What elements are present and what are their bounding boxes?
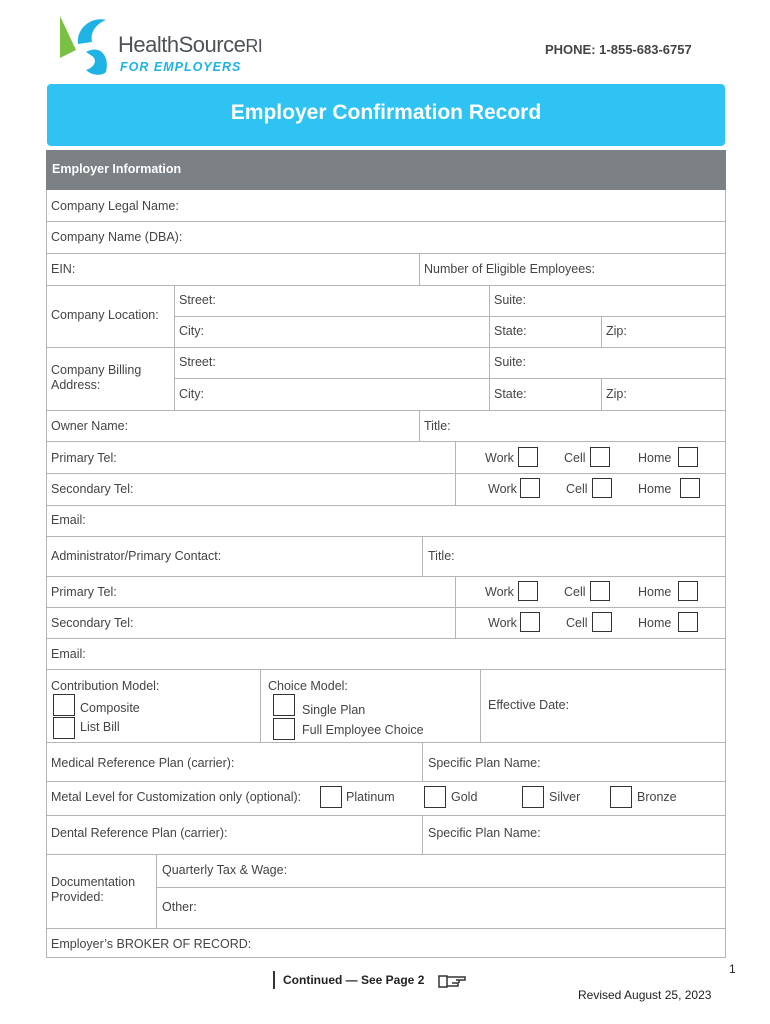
medical-ref-plan-label: Medical Reference Plan (carrier): (51, 756, 235, 770)
owner-title-label: Title: (424, 419, 451, 433)
documentation-label: Documentation Provided: (51, 875, 136, 904)
continued-divider (273, 971, 275, 989)
location-state-label: State: (494, 324, 527, 338)
owner-primary-home-label: Home (638, 451, 672, 465)
owner-primary-tel-label: Primary Tel: (51, 451, 117, 465)
choice-model-label: Choice Model: (268, 679, 348, 693)
platinum-checkbox[interactable] (320, 786, 342, 808)
title-banner (47, 84, 725, 146)
silver-label: Silver (549, 790, 581, 804)
logo-ri: RI (245, 36, 263, 56)
admin-primary-cell-label: Cell (564, 585, 586, 599)
owner-secondary-cell-label: Cell (566, 482, 588, 496)
platinum-label: Platinum (346, 790, 395, 804)
admin-secondary-home-label: Home (638, 616, 672, 630)
bronze-checkbox[interactable] (610, 786, 632, 808)
dental-ref-plan-label: Dental Reference Plan (carrier): (51, 826, 228, 840)
owner-email-label: Email: (51, 513, 86, 527)
owner-primary-cell-checkbox[interactable] (590, 447, 610, 467)
admin-primary-tel-label: Primary Tel: (51, 585, 117, 599)
admin-email-label: Email: (51, 647, 86, 661)
billing-city-label: City: (179, 387, 204, 401)
location-suite-label: Suite: (494, 293, 526, 307)
section-header (46, 150, 726, 190)
billing-suite-label: Suite: (494, 355, 526, 369)
logo-subtitle: FOR EMPLOYERS (120, 60, 242, 74)
admin-secondary-home-checkbox[interactable] (678, 612, 698, 632)
billing-state-label: State: (494, 387, 527, 401)
gold-label: Gold (451, 790, 478, 804)
phone-number: PHONE: 1-855-683-6757 (545, 42, 692, 57)
single-plan-checkbox[interactable] (273, 694, 295, 716)
owner-secondary-cell-checkbox[interactable] (592, 478, 612, 498)
contribution-model-label: Contribution Model: (51, 679, 160, 693)
admin-primary-home-label: Home (638, 585, 672, 599)
owner-primary-home-checkbox[interactable] (678, 447, 698, 467)
effective-date-label: Effective Date: (488, 698, 570, 712)
owner-primary-work-label: Work (485, 451, 514, 465)
owner-secondary-work-checkbox[interactable] (520, 478, 540, 498)
composite-label: Composite (80, 701, 140, 715)
dental-specific-plan-label: Specific Plan Name: (428, 826, 541, 840)
owner-secondary-tel-label: Secondary Tel: (51, 482, 134, 496)
list-bill-checkbox[interactable] (53, 717, 75, 739)
logo-source: Source (178, 32, 246, 57)
owner-secondary-home-label: Home (638, 482, 672, 496)
owner-secondary-home-checkbox[interactable] (680, 478, 700, 498)
location-city-label: City: (179, 324, 204, 338)
location-zip-label: Zip: (606, 324, 627, 338)
admin-primary-home-checkbox[interactable] (678, 581, 698, 601)
logo (56, 14, 296, 78)
billing-street-label: Street: (179, 355, 216, 369)
pointing-hand-icon (438, 972, 468, 990)
page-number: 1 (729, 962, 736, 976)
logo-mark-icon (56, 14, 112, 78)
admin-secondary-work-checkbox[interactable] (520, 612, 540, 632)
admin-primary-work-label: Work (485, 585, 514, 599)
composite-checkbox[interactable] (53, 694, 75, 716)
continued-text: Continued — See Page 2 (283, 973, 425, 987)
admin-secondary-cell-checkbox[interactable] (592, 612, 612, 632)
owner-secondary-work-label: Work (488, 482, 517, 496)
billing-zip-label: Zip: (606, 387, 627, 401)
admin-secondary-cell-label: Cell (566, 616, 588, 630)
owner-primary-cell-label: Cell (564, 451, 586, 465)
owner-primary-work-checkbox[interactable] (518, 447, 538, 467)
gold-checkbox[interactable] (424, 786, 446, 808)
admin-primary-cell-checkbox[interactable] (590, 581, 610, 601)
revised-date: Revised August 25, 2023 (578, 988, 712, 1002)
single-plan-label: Single Plan (302, 703, 366, 717)
admin-title-label: Title: (428, 549, 455, 563)
billing-address-label: Company Billing Address: (51, 363, 142, 392)
logo-health: Health (118, 32, 179, 57)
ein-label: EIN: (51, 262, 76, 276)
other-label: Other: (162, 900, 197, 914)
quarterly-tax-label: Quarterly Tax & Wage: (162, 863, 288, 877)
owner-name-label: Owner Name: (51, 419, 129, 433)
company-legal-name-label: Company Legal Name: (51, 199, 179, 213)
full-choice-checkbox[interactable] (273, 718, 295, 740)
eligible-employees-label: Number of Eligible Employees: (424, 262, 595, 276)
admin-contact-label: Administrator/Primary Contact: (51, 549, 222, 563)
company-location-label: Company Location: (51, 308, 159, 322)
broker-label: Employer’s BROKER OF RECORD: (51, 937, 252, 951)
admin-secondary-tel-label: Secondary Tel: (51, 616, 134, 630)
company-dba-label: Company Name (DBA): (51, 230, 183, 244)
form-title: Employer Confirmation Record (230, 101, 542, 124)
full-choice-label: Full Employee Choice (302, 723, 424, 737)
admin-primary-work-checkbox[interactable] (518, 581, 538, 601)
bronze-label: Bronze (637, 790, 677, 804)
metal-level-label: Metal Level for Customization only (optional): (51, 790, 302, 804)
medical-specific-plan-label: Specific Plan Name: (428, 756, 541, 770)
silver-checkbox[interactable] (522, 786, 544, 808)
section-title: Employer Information (52, 162, 182, 176)
location-street-label: Street: (179, 293, 216, 307)
admin-secondary-work-label: Work (488, 616, 517, 630)
list-bill-label: List Bill (80, 720, 120, 734)
